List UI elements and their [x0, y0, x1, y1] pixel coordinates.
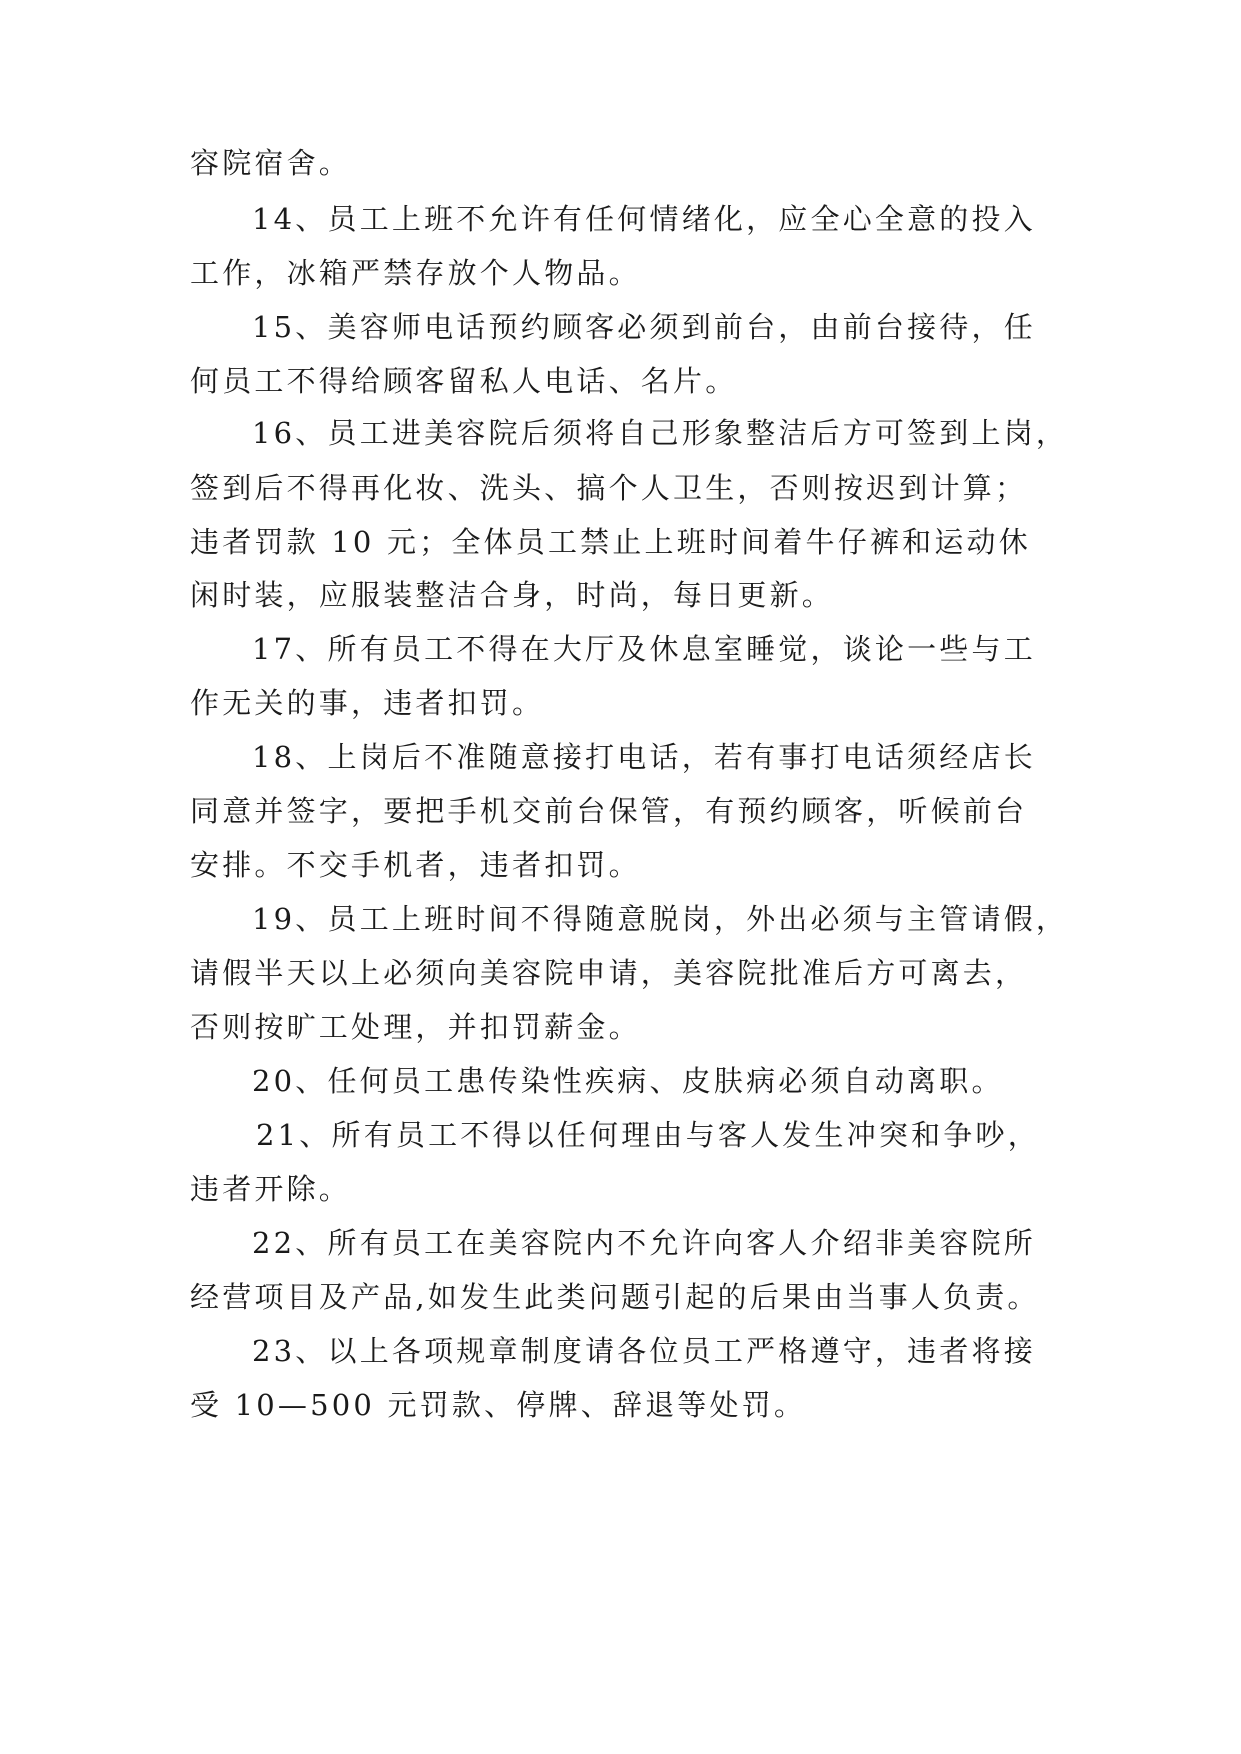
- rule-18-line-2: 同意并签字，要把手机交前台保管，有预约顾客，听候前台: [190, 794, 1028, 828]
- rule-18-line-1: 18、上岗后不准随意接打电话，若有事打电话须经店长: [252, 740, 1036, 774]
- rule-17-line-2: 作无关的事，违者扣罚。: [190, 686, 545, 720]
- rule-23-line-2: 受 10—500 元罚款、停牌、辞退等处罚。: [190, 1388, 807, 1422]
- rule-14-line-1: 14、员工上班不允许有任何情绪化，应全心全意的投入: [252, 202, 1036, 236]
- rule-16-line-1: 16、员工进美容院后须将自己形象整洁后方可签到上岗，: [252, 416, 1069, 450]
- rule-22-line-1: 22、所有员工在美容院内不允许向客人介绍非美容院所: [252, 1226, 1036, 1260]
- rule-21-line-2: 违者开除。: [190, 1172, 352, 1206]
- rule-19-line-1: 19、员工上班时间不得随意脱岗，外出必须与主管请假，: [252, 902, 1069, 936]
- rule-19-line-3: 否则按旷工处理，并扣罚薪金。: [190, 1010, 641, 1044]
- rule-16-line-4: 闲时装，应服装整洁合身，时尚，每日更新。: [190, 578, 835, 612]
- rule-20-line-1: 20、任何员工患传染性疾病、皮肤病必须自动离职。: [252, 1064, 1004, 1098]
- rule-16-line-2: 签到后不得再化妆、洗头、搞个人卫生，否则按迟到计算；: [190, 471, 1028, 505]
- text-line: 容院宿舍。: [190, 146, 352, 180]
- rule-18-line-3: 安排。不交手机者，违者扣罚。: [190, 848, 641, 882]
- rule-23-line-1: 23、以上各项规章制度请各位员工严格遵守，违者将接: [252, 1334, 1036, 1368]
- rule-15-line-2: 何员工不得给顾客留私人电话、名片。: [190, 364, 738, 398]
- rule-15-line-1: 15、美容师电话预约顾客必须到前台，由前台接待，任: [252, 310, 1036, 344]
- rule-22-line-2: 经营项目及产品,如发生此类问题引起的后果由当事人负责。: [190, 1280, 1040, 1314]
- rule-19-line-2: 请假半天以上必须向美容院申请，美容院批准后方可离去，: [190, 956, 1028, 990]
- rule-21-line-1: 21、所有员工不得以任何理由与客人发生冲突和争吵，: [256, 1118, 1040, 1152]
- rule-16-line-3: 违者罚款 10 元；全体员工禁止上班时间着牛仔裤和运动休: [190, 525, 1031, 559]
- rule-14-line-2: 工作，冰箱严禁存放个人物品。: [190, 256, 641, 290]
- rule-17-line-1: 17、所有员工不得在大厅及休息室睡觉，谈论一些与工: [252, 632, 1036, 666]
